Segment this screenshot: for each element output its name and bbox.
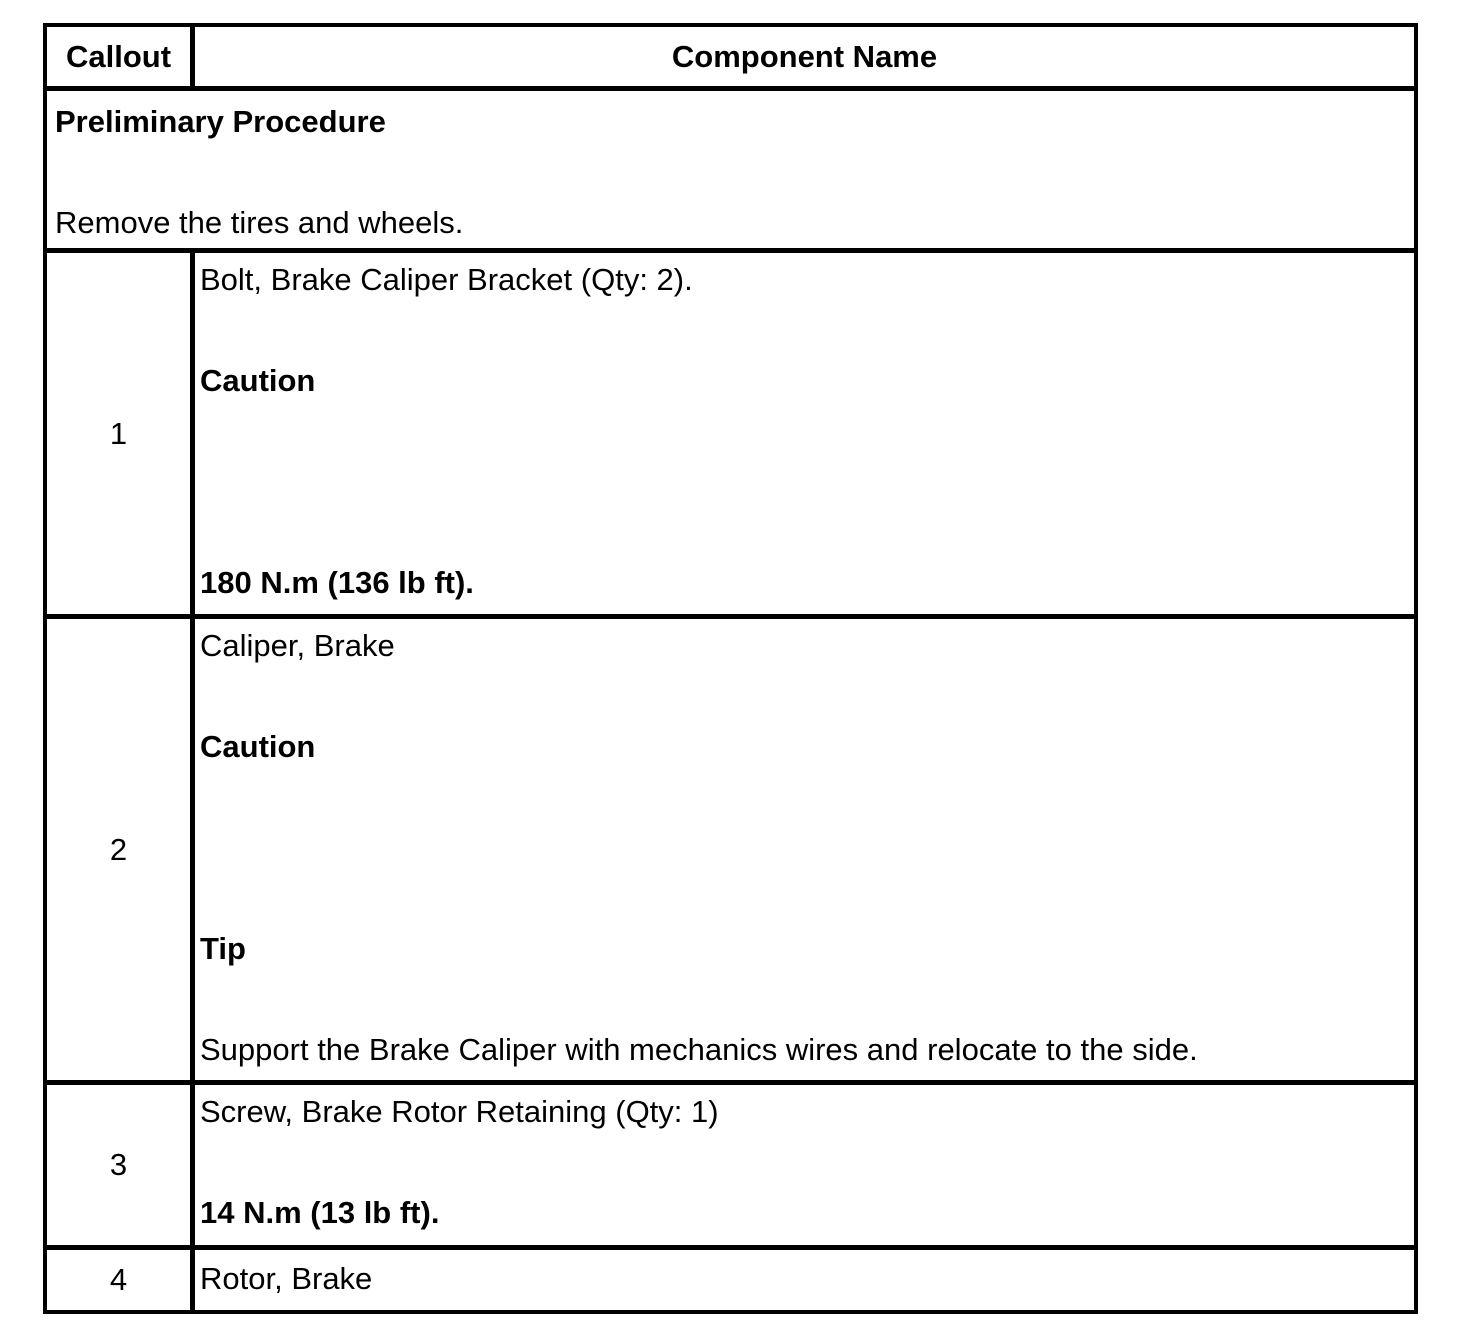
column-divider [190, 248, 195, 1310]
table-row-content [200, 619, 1414, 1080]
caution-label: Caution [200, 729, 316, 765]
preliminary-procedure [55, 91, 1414, 248]
component-table [43, 23, 1418, 1314]
component-name: Caliper, Brake [200, 628, 395, 663]
callout-number: 4 [109, 1262, 128, 1298]
callout-number: 1 [109, 415, 128, 451]
callout-number: 3 [109, 1147, 128, 1183]
component-name: Bolt, Brake Caliper Bracket (Qty: 2). [200, 262, 693, 297]
preliminary-text: Remove the tires and wheels. [55, 205, 464, 241]
header-callout: Callout [65, 38, 172, 74]
header-component-name: Component Name [671, 38, 938, 74]
torque-spec: 14 N.m (13 lb ft). [200, 1195, 440, 1231]
callout-number: 2 [109, 831, 128, 867]
table-row-content [200, 253, 1414, 614]
component-name: Screw, Brake Rotor Retaining (Qty: 1) [200, 1094, 719, 1129]
torque-spec: 180 N.m (136 lb ft). [200, 565, 474, 601]
tip-label: Tip [200, 931, 246, 967]
preliminary-title: Preliminary Procedure [55, 104, 386, 139]
table-row-content [200, 1250, 1414, 1310]
caution-label: Caution [200, 363, 316, 399]
table-row-content [200, 1085, 1414, 1245]
tip-text: Support the Brake Caliper with mechanics wires and relocate to the side. [200, 1032, 1198, 1068]
component-name: Rotor, Brake [200, 1261, 373, 1296]
